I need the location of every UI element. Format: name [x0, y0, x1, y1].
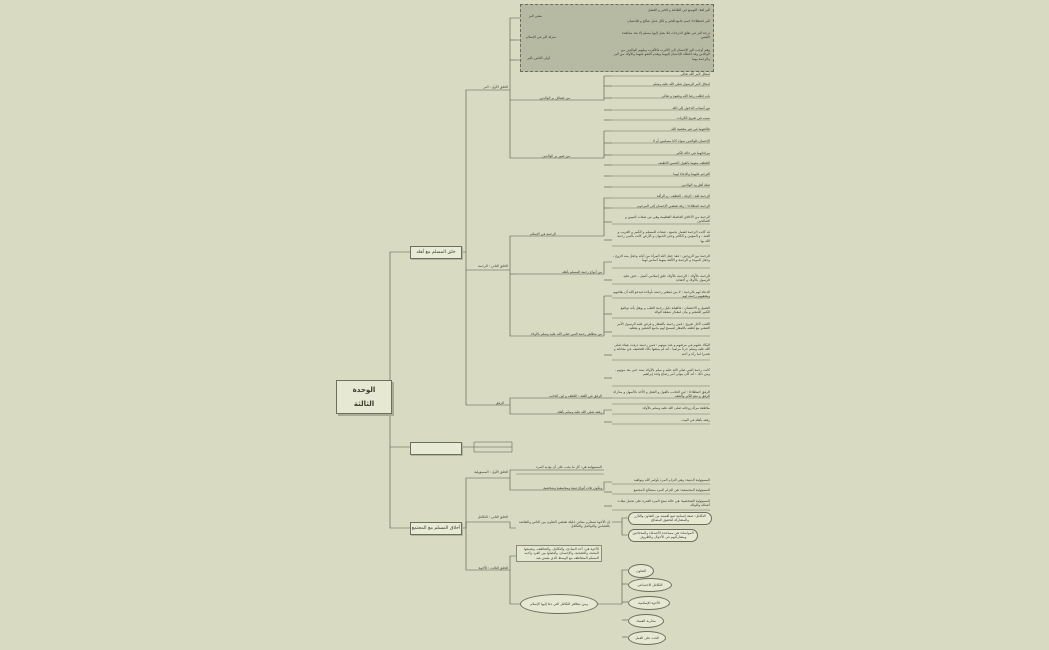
node-gentle[interactable]: الرفق — [495, 401, 504, 405]
resp-item: المسؤولية المجتمعية: هي التزام المرء بمصالح المجتمع — [633, 488, 710, 492]
resp-item: المسؤولية الشخصية: هي حالة تمنح المرء القدرة على تحمل تبعات أعماله وأقواله — [617, 499, 710, 508]
node-birr[interactable]: الخلق الأول : البر — [483, 85, 508, 89]
prophet-item: كانت رحمة النبي صلى الله عليه و سلم بالأولاد تمتد حتى بعد موتهم ، ومن ذلك : أنه كان يتولى أمر رضاع ولده إبراهيم — [614, 368, 710, 377]
solidarity-item[interactable]: المواساة: هي مساعدة الأصدقاء والمحتاجين ومشاركتهم في الأحوال والظروف — [628, 529, 698, 542]
prophet-item: الدعاء لهم بالرحمة : لا بين فيطير رحمته بأولاده فيدعو الله أن يعافيهم ويشفيهم رحمته لهم — [613, 290, 710, 299]
gentle-def-text: الرفق اصطلاحا : لين الجانب بالقول و الفعل و الأخذ بالأسهل و مداراة الرفق و منع الكبر والعنف — [613, 390, 710, 399]
node-gentle-prophet[interactable]: رفقه صلى الله عليه وسلم بأهله — [557, 410, 602, 414]
gentle-item: رفقه بأهله في البيت — [681, 418, 710, 422]
resp-item: المسؤولية الدينية: وهي التزام المرء بأوامر الله ونواهيه — [633, 478, 710, 482]
mercy-item: الرحمة من الأخلاق الفاضلة العظيمة وهي من صفات النبيين و الصالحين — [625, 215, 710, 224]
node-resp-what[interactable]: المسؤولية هي: كل ما يجب على أن يؤديه المرء — [536, 465, 602, 469]
node-mercy[interactable]: الخلق الثاني : الرحمة — [477, 264, 508, 268]
forms-item: مراعاتهما في حالة الكبر — [676, 151, 710, 155]
prophet-item: التقبيل و الاحتضان : فالقبلة دليل رحمة القلب و يوهل بأنه تواضع الكبير للصغير و بيان لمقدار شفقة الوالد — [620, 306, 710, 315]
node-brotherhood-def[interactable]: الأخوة هي: أحد المبادئ، والتكافل، والتعاطف، وتجمعها المحبة، والتضحية، والإحسان، وأفضلها بين الفرد وأخيه المسلم المتعاطف مع الوسط الذي يعيش فيه — [516, 545, 602, 562]
forms-item: الإحسان للوالدين سواء كانا مسلمين أو لا — [653, 139, 710, 143]
forms-item: الترحم عليهما والدعاء لهما — [673, 172, 710, 176]
text-birr-lang: البر لغة: التوسع في الطاعة و الخير و الفضل — [647, 8, 710, 12]
prophet-item: البكاء عليهم في مرضهم و عند موتهم : فمن رحمته ذرفت عيناه صلى الله عليه وسلم حزنا مرضيا ، أنه لم يمنعها بكاء للتخفيف عن معاناته و تقديرا لما رآه و أحبه — [613, 343, 710, 356]
forms-item: طاعتهما في غير معصية الله — [671, 127, 710, 131]
text-birr-most: وهم أوجب البر الإحسان إلى الأقرب فالأقرب ويليهم الوالدين من الوالدين وقد أعطاه الإحسان إليهما ويقدم العفو عنهما والأولاد من البر والرحمة بهما — [613, 48, 710, 61]
kin-item: الرحمة بالأولاد : الرحمة بالأولاد خلق إسلامي أصيل ، حض عليه الرسول بالأولاد و أحفاده — [623, 274, 710, 283]
text-birr-status: درجة البر في تعلق الدرجات فلا يصل إليها مسلم إلا بعد مجاهدة النفس — [621, 31, 710, 40]
mercy-item: الرحمة لغة : الرقة ، العطف ، و الرأفة — [656, 194, 710, 198]
brotherhood-item[interactable]: التعاون — [628, 564, 654, 578]
gentle-item: ملاطفة مرأة زوجاته صلى الله عليه وسلم بالأولاد — [642, 406, 710, 410]
virtue-item: امتثال لأمر الله تعالى — [680, 72, 710, 76]
mercy-item: الرحمة اصطلاحا : رقة تقتضي الإحسان إلى المرحوم — [637, 204, 710, 208]
virtue-item: سبب في تفريج الكربات — [676, 116, 710, 120]
brotherhood-item[interactable]: الأخوة الإسلامية — [628, 596, 670, 610]
virtue-item: من أسباب الدخول إلى الله — [672, 106, 710, 110]
kin-item: الرحمة بين الزوجين : فقد جعل الله المرأة من آياته وجعل بينه الزوج ، وجعل المودة و الرحمة و الألفة بينهما أساس لهما — [612, 254, 710, 263]
node-birr-meaning[interactable]: معنى البر — [528, 14, 542, 18]
brotherhood-item[interactable]: محاربة الفساد — [628, 614, 664, 628]
branch-family-ethics[interactable]: خلق المسلم مع أهله — [410, 246, 462, 259]
forms-item: التلطف معهما بالقول الحسن اللطيف — [658, 161, 710, 165]
node-brotherhood[interactable]: الخلق الثالث : الأخوة — [478, 566, 508, 570]
virtue-item: امتثال لأمر الرسول صلى الله عليه وسلم — [653, 82, 710, 86]
mercy-item: قد كانت الرحمة لشمل بجميع ، صفات للمسلم و الكبير و الغريب و العبد ، و المؤمن و الكافر وحتى الحيوان و الأرض كانت بالنبي رحمة الله بها — [617, 230, 710, 243]
node-birr-most[interactable]: أولى الناس بالبر — [527, 56, 550, 60]
node-prophet-mercy[interactable]: من مظاهر رحمة النبي صلى الله عليه وسلم بالأولاد — [530, 332, 602, 336]
node-solidarity[interactable]: الخلق الثاني : التكافل — [477, 515, 508, 519]
node-virtue[interactable]: من فضائل بر الوالدين — [539, 96, 570, 100]
branch-society-ethics[interactable]: أخلاق المسلم مع المجتمع — [410, 522, 462, 535]
node-kin-mercy[interactable]: من أنواع رحمة المسلم بأهله — [562, 270, 602, 274]
virtue-item: باب لطلب رضا الله وعفوه و تعالى — [661, 94, 710, 98]
node-resp-kinds[interactable]: وتكون ثلاث أنواع دينية ومجتمعية وشخصية — [543, 486, 602, 490]
branch-empty[interactable] — [410, 442, 462, 455]
node-gentle-def[interactable]: الرفق في اللغة : اللطف و لين الجانب — [548, 394, 602, 398]
text-birr-term: البر اصطلاحا: اسم جامع للخير و لكل عمل صالح و للإحسان — [627, 19, 710, 23]
node-forms[interactable]: من صور بر الوالدين — [542, 154, 570, 158]
node-mercy-islam[interactable]: الرحمة في الإسلام — [529, 232, 556, 236]
brotherhood-item[interactable]: الحث على العمل — [628, 631, 666, 645]
root-node[interactable]: الوحدة الثالثة — [336, 380, 392, 414]
brotherhood-item[interactable]: التكافل الاجتماعي — [628, 578, 672, 592]
node-solidarity-def[interactable]: إن الأخوة تستلزم معاني جليلة تقتضي التعاون بين الناس والتعاضد بالتضامن والتواصل والتكافل — [518, 520, 610, 529]
prophet-item: اللعب لأجل تفريح : فمن رحمته بالصغار و فرض عليه الرسول الأمر الصغير مع لطفه بالصغار لتسمح لهم بجمع الصغير و يعطيه — [617, 322, 710, 331]
node-responsibility[interactable]: الخلق الأول : المسؤولية — [474, 470, 508, 474]
node-brotherhood-forms[interactable]: ومن مظاهر التكافل التي دعا إليها الإسلام — [520, 594, 598, 614]
solidarity-item[interactable]: التكافل: صفة إنسانية تنبع أهميته من التعاون والتآزر والمشاركة لتحقيق المصالح — [628, 512, 712, 525]
node-birr-status[interactable]: منزلة البر في الإسلام — [526, 35, 556, 39]
forms-item: صلة أهل ود الوالدين — [681, 183, 710, 187]
